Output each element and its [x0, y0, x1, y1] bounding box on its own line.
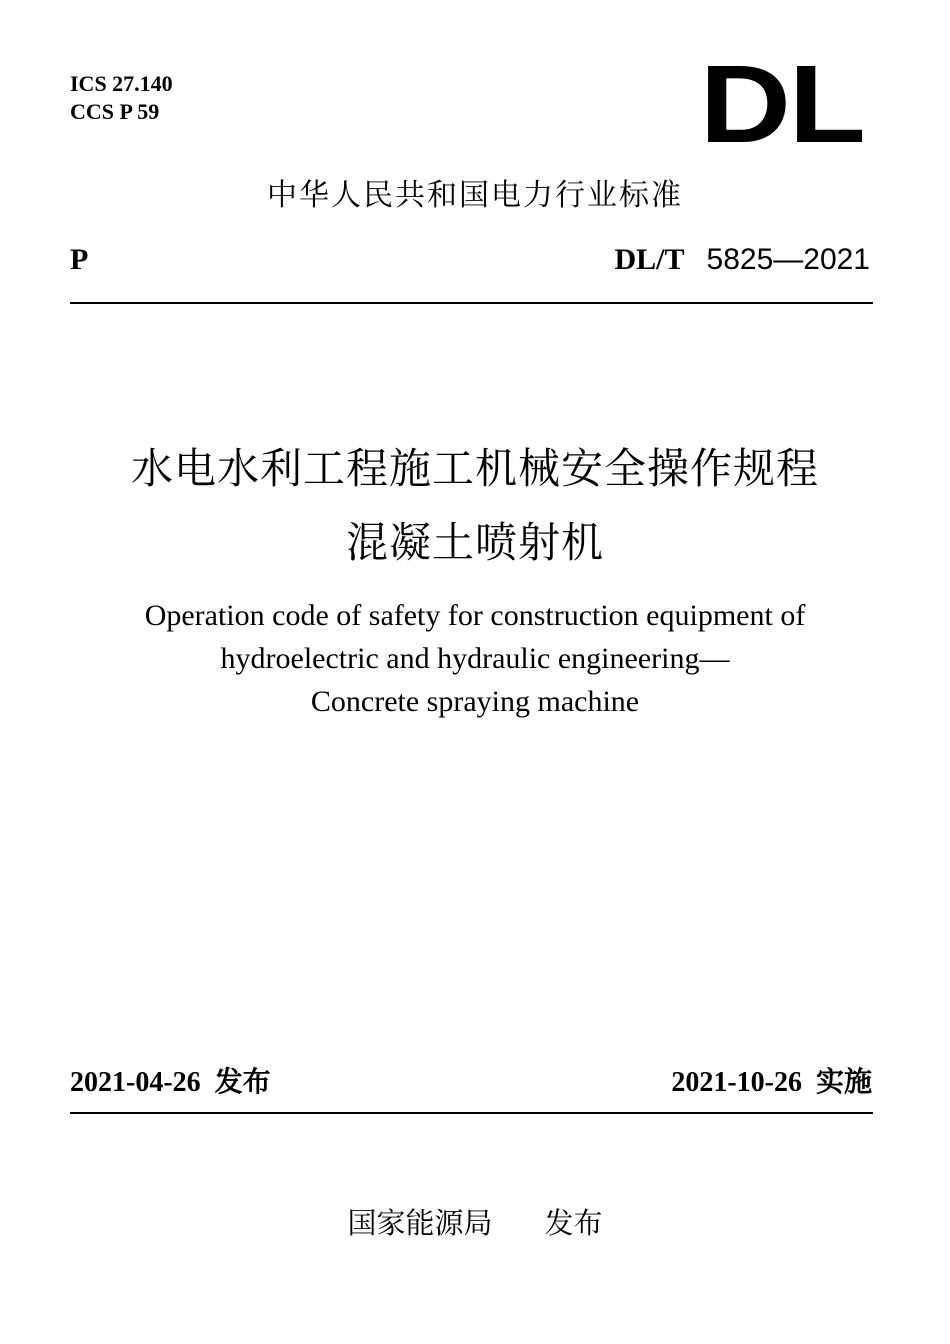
- title-en-line: hydroelectric and hydraulic engineering—: [220, 642, 730, 675]
- implement-date-block: [671, 1062, 872, 1103]
- issue-date: 2021-04-26: [70, 1067, 201, 1098]
- standard-number: [614, 243, 870, 277]
- standard-number-value: 5825—2021: [706, 243, 870, 276]
- ics-code: ICS 27.140: [70, 71, 173, 96]
- implement-date: 2021-10-26: [671, 1067, 802, 1098]
- title-en-line: Operation code of safety for construction equipment of: [144, 599, 806, 632]
- bottom-divider: [70, 1112, 873, 1114]
- title-cn-sub: 混凝土喷射机: [345, 518, 604, 567]
- issue-date-block: [70, 1062, 271, 1103]
- standard-prefix: DL/T: [614, 243, 685, 276]
- classification-codes: [70, 70, 173, 126]
- publisher-name: 国家能源局: [347, 1206, 493, 1240]
- classification-letter: P: [70, 243, 89, 276]
- title-en: [0, 594, 950, 723]
- title-cn-main: 水电水利工程施工机械安全操作规程: [130, 444, 819, 493]
- industry-standard-title: 中华人民共和国电力行业标准: [267, 178, 683, 213]
- implement-label: 实施: [815, 1065, 872, 1098]
- title-en-line: Concrete spraying machine: [310, 685, 640, 718]
- issue-label: 发布: [214, 1065, 271, 1098]
- publisher-line: [0, 1203, 950, 1243]
- top-divider: [70, 302, 873, 304]
- publish-label: 发布: [544, 1206, 603, 1240]
- dl-logo: DL: [699, 43, 864, 166]
- ccs-code: CCS P 59: [70, 99, 160, 124]
